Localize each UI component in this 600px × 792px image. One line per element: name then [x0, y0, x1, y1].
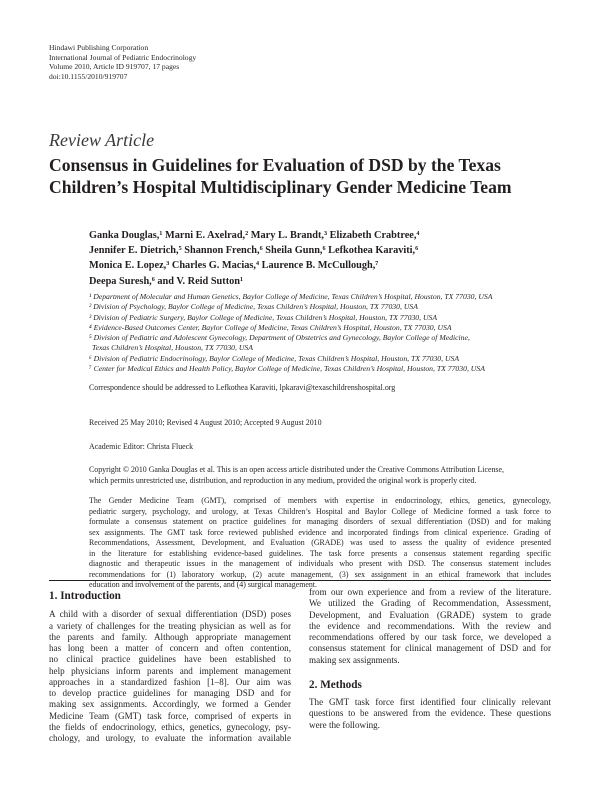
- abstract-line: Recommendations, Assessment, Development, and Evaluation (GRADE) was used to assess the quality of evidence presented: [89, 538, 551, 547]
- body-line: the fields of endocrinology, ethics, genetics, gynecology, psy-: [49, 721, 291, 732]
- body-line: making sex assignments. Accordingly, we formed a Gender: [49, 699, 291, 710]
- paper-title: [49, 154, 569, 198]
- article-type: Review Article: [49, 130, 155, 150]
- abstract-line: sex assignments. The GMT task force reviewed published evidence and incorporated findings from clinical experience. Grading of: [89, 527, 551, 537]
- body-line: approaches in a standardized fashion [1–8]. Our aim was: [49, 676, 291, 687]
- affiliation: ⁷ Center for Medical Ethics and Health Policy, Baylor College of Medicine, Texas Children’s Hospital, Houston, TX 77030, USA: [89, 364, 485, 374]
- correspondence: Correspondence should be addressed to Lefkothea Karaviti, lpkaravi@texaschildrenshospital.org: [89, 383, 396, 392]
- affiliation: ⁴ Evidence-Based Outcomes Center, Baylor College of Medicine, Texas Children’s Hospital, Houston, TX 77030, USA: [89, 322, 452, 332]
- section-divider: [49, 580, 551, 581]
- journal-header: [49, 43, 196, 81]
- body-line: the evidence and recommendations. With the review and: [309, 620, 551, 631]
- body-line: questions to be answered from the evidence. These questions: [309, 708, 551, 719]
- body-line: recommendations offered by our task force, we developed a: [309, 632, 551, 642]
- article-dates: Received 25 May 2010; Revised 4 August 2010; Accepted 9 August 2010: [89, 418, 322, 427]
- body-line: We utilized the Grading of Recommendation, Assessment,: [309, 598, 551, 609]
- abstract-line: formulate a consensus statement on practice guidelines for managing disorders of sexual differentiation (DSD) and for making: [89, 517, 551, 526]
- affiliation: ⁵ Division of Pediatric and Adolescent Gynecology, Department of Obstetrics and Gynecology, Baylor College of Medicine,: [89, 333, 470, 343]
- right-column: [309, 587, 551, 731]
- body-line: making sex assignments.: [309, 654, 400, 665]
- author-line: Jennifer E. Dietrich,⁵ Shannon French,⁶ Sheila Gunn,⁶ Lefkothea Karaviti,⁶: [89, 245, 419, 257]
- introduction-heading: 1. Introduction: [49, 590, 121, 602]
- author-line: Monica E. Lopez,³ Charles G. Macias,⁴ Laurence B. McCullough,⁷: [89, 260, 379, 272]
- body-line: Medicine Team (GMT) task force, comprised of experts in: [49, 710, 291, 721]
- volume-info: Volume 2010, Article ID 919707, 17 pages: [49, 62, 180, 72]
- body-line: the parents and family. Although appropriate management: [49, 631, 291, 642]
- affiliations: [89, 292, 492, 374]
- affiliation: ⁶ Division of Pediatric Endocrinology, Baylor College of Medicine, Texas Children’s Hospital, Houston, TX 77030, USA: [89, 353, 460, 363]
- abstract-line: The Gender Medicine Team (GMT), comprised of members with expertise in endocrinology, ethics, genetics, gynecology,: [89, 496, 551, 505]
- body-line: A child with a disorder of sexual differentiation (DSD) poses: [49, 609, 291, 620]
- copyright-line: which permits unrestricted use, distribution, and reproduction in any medium, provided the original work is properly cited.: [89, 475, 477, 485]
- abstract-line: diagnostic and therapeutic issues in the management of individuals who present with DSD. The consensus statement includes: [89, 559, 551, 568]
- body-line: The GMT task force first identified four clinically relevant: [309, 697, 551, 707]
- journal-name: International Journal of Pediatric Endocrinology: [49, 52, 197, 62]
- methods-heading: 2. Methods: [309, 678, 362, 691]
- affiliation: ³ Division of Pediatric Surgery, Baylor College of Medicine, Texas Children’s Hospital, Houston, TX 77030, USA: [89, 312, 438, 322]
- abstract-line: in the literature for establishing evidence-based guidelines. The task force presents a consensus statement regarding specific: [89, 548, 551, 558]
- copyright-line: Copyright © 2010 Ganka Douglas et al. This is an open access article distributed under the Creative Commons Attribution License,: [89, 465, 504, 474]
- abstract-line: pediatric surgery, psychology, and urology, at Texas Children’s Hospital and Baylor College of Medicine formed a task force to: [89, 506, 551, 516]
- body-line: consensus statement for clinical management of DSD and for: [309, 643, 551, 654]
- publisher: Hindawi Publishing Corporation: [49, 43, 149, 52]
- body-line: a variety of challenges for the treating physician as well as for: [49, 620, 291, 631]
- author-list: [89, 228, 420, 289]
- body-line: Development, and Evaluation (GRADE) system to grade: [309, 609, 551, 620]
- body-line: from our own experience and from a review of the literature.: [309, 587, 551, 597]
- body-line: no clinical practice guidelines have been established to: [49, 654, 291, 665]
- body-line: has long been a matter of concern and often contention,: [49, 643, 291, 653]
- left-column: [49, 591, 291, 744]
- affiliation: ¹ Department of Molecular and Human Genetics, Baylor College of Medicine, Texas Children’s Hospital, Houston, TX 77030, USA: [89, 292, 493, 301]
- affiliation-continued: Texas Children’s Hospital, Houston, TX 77030, USA: [92, 343, 253, 353]
- doi: doi:10.1155/2010/919707: [49, 71, 128, 81]
- academic-editor: Academic Editor: Christa Flueck: [89, 442, 194, 451]
- affiliation: ² Division of Psychology, Baylor College of Medicine, Texas Children’s Hospital, Houston, TX 77030, USA: [89, 302, 418, 312]
- body-line: were the following.: [309, 719, 380, 730]
- abstract-line: recommendations for (1) laboratory workup, (2) acute management, (3) sex assignment in an ethical framework that includes: [89, 569, 551, 579]
- author-line: Deepa Suresh,⁶ and V. Reid Sutton¹: [89, 275, 244, 287]
- body-line: chology, and urology, to evaluate the information available: [49, 733, 291, 743]
- title-line: Children’s Hospital Multidisciplinary Gender Medicine Team: [49, 177, 512, 197]
- author-line: Ganka Douglas,¹ Marni E. Axelrad,² Mary L. Brandt,³ Elizabeth Crabtree,⁴: [89, 230, 420, 241]
- abstract: [89, 496, 551, 591]
- body-line: help physicians inform parents and implement management: [49, 665, 291, 676]
- copyright-notice: [89, 465, 551, 486]
- title-line: Consensus in Guidelines for Evaluation of DSD by the Texas: [49, 155, 501, 175]
- body-line: to develop practice guidelines for managing DSD and for: [49, 688, 291, 698]
- abstract-line: education and involvement of the parents, and (4) surgical management.: [89, 580, 317, 589]
